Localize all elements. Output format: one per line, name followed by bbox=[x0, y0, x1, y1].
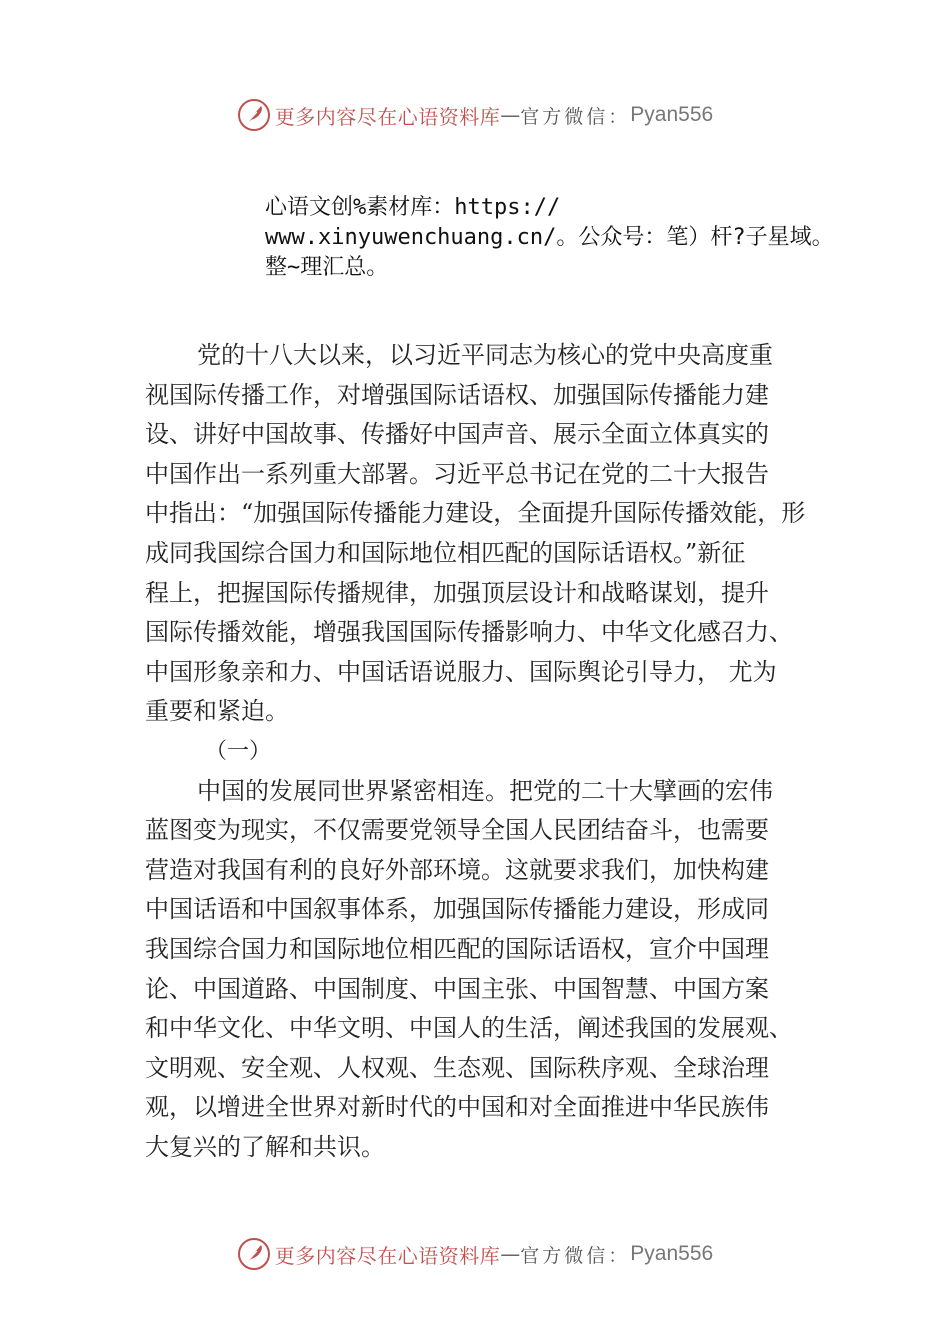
paragraph-line: 视国际传播工作，对增强国际话语权、加强国际传播能力建 bbox=[145, 380, 769, 409]
note-line: 整~理汇总。 bbox=[265, 255, 389, 280]
feather-logo-icon bbox=[237, 1237, 271, 1271]
paragraph-line: 观，以增进全世界对新时代的中国和对全面推进中华民族伟 bbox=[145, 1093, 769, 1122]
paragraph-line: 中国形象亲和力、中国话语说服力、国际舆论引导力， 尤为 bbox=[145, 657, 777, 686]
paragraph-line: 中国作出一系列重大部署。习近平总书记在党的二十大报告 bbox=[145, 459, 769, 488]
paragraph-line: 论、中国道路、中国制度、中国主张、中国智慧、中国方案 bbox=[145, 974, 769, 1003]
paragraph-line: 和中华文化、中华文明、中国人的生活，阐述我国的发展观、 bbox=[145, 1014, 793, 1043]
paragraph-line: 设、讲好中国故事、传播好中国声音、展示全面立体真实的 bbox=[145, 420, 769, 449]
banner-label: 官方微信： bbox=[520, 1244, 631, 1267]
header-banner bbox=[0, 93, 950, 137]
note-line: www.xinyuwenchuang.cn/。公众号：笔）杆?子星域。 bbox=[265, 225, 834, 250]
paragraph-line: 蓝图变为现实，不仅需要党领导全国人民团结奋斗，也需要 bbox=[145, 816, 769, 845]
paragraph-line: 党的十八大以来，以习近平同志为核心的党中央高度重 bbox=[197, 341, 773, 369]
banner-wechat-id: Pyan556 bbox=[630, 103, 714, 126]
paragraph-line: 重要和紧迫。 bbox=[145, 697, 289, 726]
paragraph-line: 国际传播效能，增强我国国际传播影响力、中华文化感召力、 bbox=[145, 618, 793, 647]
paragraph-line: 程上，把握国际传播规律，加强顶层设计和战略谋划，提升 bbox=[145, 578, 769, 607]
paragraph-line: 中指出：“加强国际传播能力建设，全面提升国际传播效能，形 bbox=[145, 499, 806, 528]
paragraph-line: 成同我国综合国力和国际地位相匹配的国际话语权。”新征 bbox=[145, 538, 746, 567]
banner-wechat-id: Pyan556 bbox=[630, 1242, 714, 1265]
paragraph-line: 我国综合国力和国际地位相匹配的国际话语权，宣介中国理 bbox=[145, 934, 769, 963]
paragraph-line: 大复兴的了解和共识。 bbox=[145, 1132, 385, 1161]
banner-label: 官方微信： bbox=[520, 105, 631, 128]
article-body bbox=[145, 336, 825, 1167]
note-line: 心语文创%素材库：https:// bbox=[265, 195, 561, 220]
footer-banner bbox=[0, 1232, 950, 1276]
banner-title: 更多内容尽在心语资料库 bbox=[274, 104, 501, 129]
feather-logo-icon bbox=[237, 98, 271, 132]
paragraph-line: 中国的发展同世界紧密相连。把党的二十大擘画的宏伟 bbox=[197, 776, 773, 805]
banner-title: 更多内容尽在心语资料库 bbox=[274, 1243, 501, 1268]
paragraph-line: 文明观、安全观、人权观、生态观、国际秩序观、全球治理 bbox=[145, 1053, 769, 1082]
banner-separator: — bbox=[500, 1242, 521, 1266]
section-heading: （一） bbox=[205, 738, 272, 764]
banner-separator: — bbox=[500, 103, 521, 127]
paragraph-line: 营造对我国有利的良好外部环境。这就要求我们，加快构建 bbox=[145, 855, 769, 884]
source-note bbox=[265, 193, 885, 283]
paragraph-line: 中国话语和中国叙事体系，加强国际传播能力建设，形成同 bbox=[145, 895, 769, 924]
